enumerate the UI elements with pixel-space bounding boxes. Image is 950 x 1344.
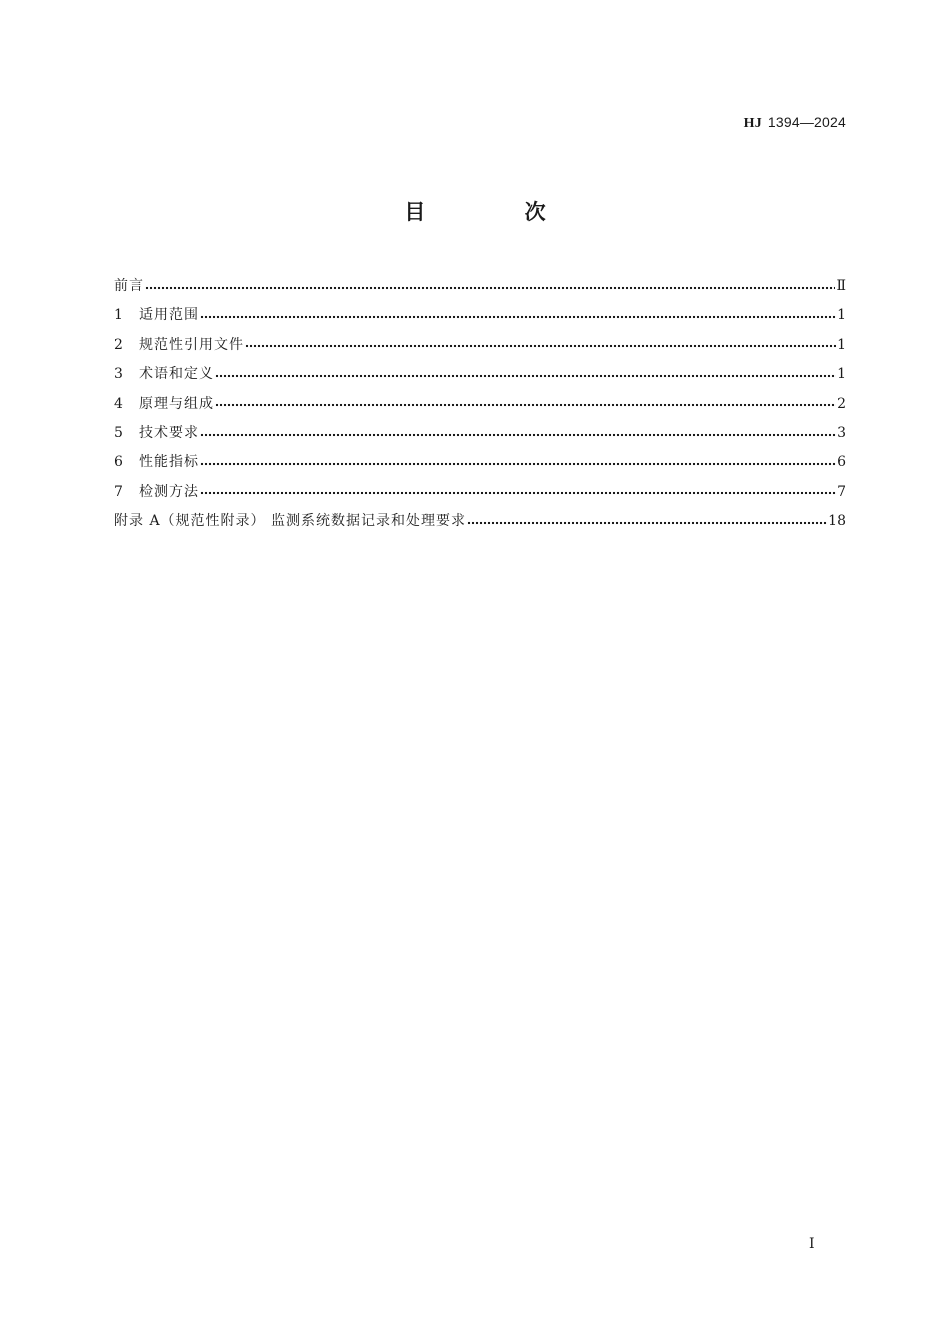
dot-leader — [200, 311, 836, 321]
toc-entry-page: 7 — [837, 483, 846, 500]
standard-code-number: 1394—2024 — [767, 114, 846, 130]
dot-leader — [467, 517, 827, 527]
toc-entry-test-methods[interactable] — [114, 478, 846, 507]
toc-entry-performance-indicators[interactable] — [114, 448, 846, 477]
toc-entry-label: 前言 — [114, 278, 144, 294]
toc-entry-number: 6 — [114, 454, 123, 471]
page-number: Ⅰ — [809, 1236, 815, 1252]
toc-entry-label: 原理与组成 — [139, 395, 214, 412]
toc-entry-number: 5 — [114, 424, 123, 441]
toc-entry-page: Ⅱ — [836, 278, 846, 294]
standard-code — [744, 114, 846, 132]
toc-entry-page: 18 — [828, 513, 846, 530]
toc-entry-label: 术语和定义 — [139, 366, 214, 383]
toc-entry-page: 1 — [837, 336, 846, 353]
toc-entry-page: 3 — [837, 424, 846, 441]
toc-entry-number: 4 — [114, 395, 123, 412]
toc-entry-page: 2 — [837, 395, 846, 412]
dot-leader — [200, 458, 836, 468]
dot-leader — [200, 487, 836, 497]
toc-entry-scope[interactable] — [114, 301, 846, 330]
toc-entry-foreword[interactable] — [114, 272, 846, 301]
toc-entry-label: 适用范围 — [139, 307, 199, 324]
dot-leader — [145, 282, 835, 292]
toc-entry-number: 3 — [114, 366, 123, 383]
toc-entry-page: 1 — [837, 366, 846, 383]
toc-list — [114, 272, 846, 537]
toc-entry-page: 6 — [837, 454, 846, 471]
toc-entry-number: 1 — [114, 307, 123, 324]
toc-entry-label: 检测方法 — [139, 483, 199, 500]
dot-leader — [200, 429, 836, 439]
dot-leader — [215, 370, 836, 380]
toc-entry-label: 规范性引用文件 — [139, 336, 244, 353]
toc-entry-appendix-a[interactable] — [114, 507, 846, 536]
toc-entry-number: 2 — [114, 336, 123, 353]
toc-entry-label: 性能指标 — [139, 454, 199, 471]
toc-entry-label: 附录 A（规范性附录） 监测系统数据记录和处理要求 — [114, 513, 467, 530]
toc-entry-number: 7 — [114, 483, 123, 500]
toc-title: 目 次 — [404, 200, 592, 224]
toc-entry-page: 1 — [837, 307, 846, 324]
toc-entry-label: 技术要求 — [139, 424, 199, 441]
standard-code-prefix: HJ — [743, 116, 762, 131]
toc-entry-terms-definitions[interactable] — [114, 360, 846, 389]
toc-entry-normative-references[interactable] — [114, 331, 846, 360]
toc-entry-principle-composition[interactable] — [114, 390, 846, 419]
dot-leader — [215, 399, 836, 409]
dot-leader — [245, 340, 836, 350]
toc-entry-technical-requirements[interactable] — [114, 419, 846, 448]
